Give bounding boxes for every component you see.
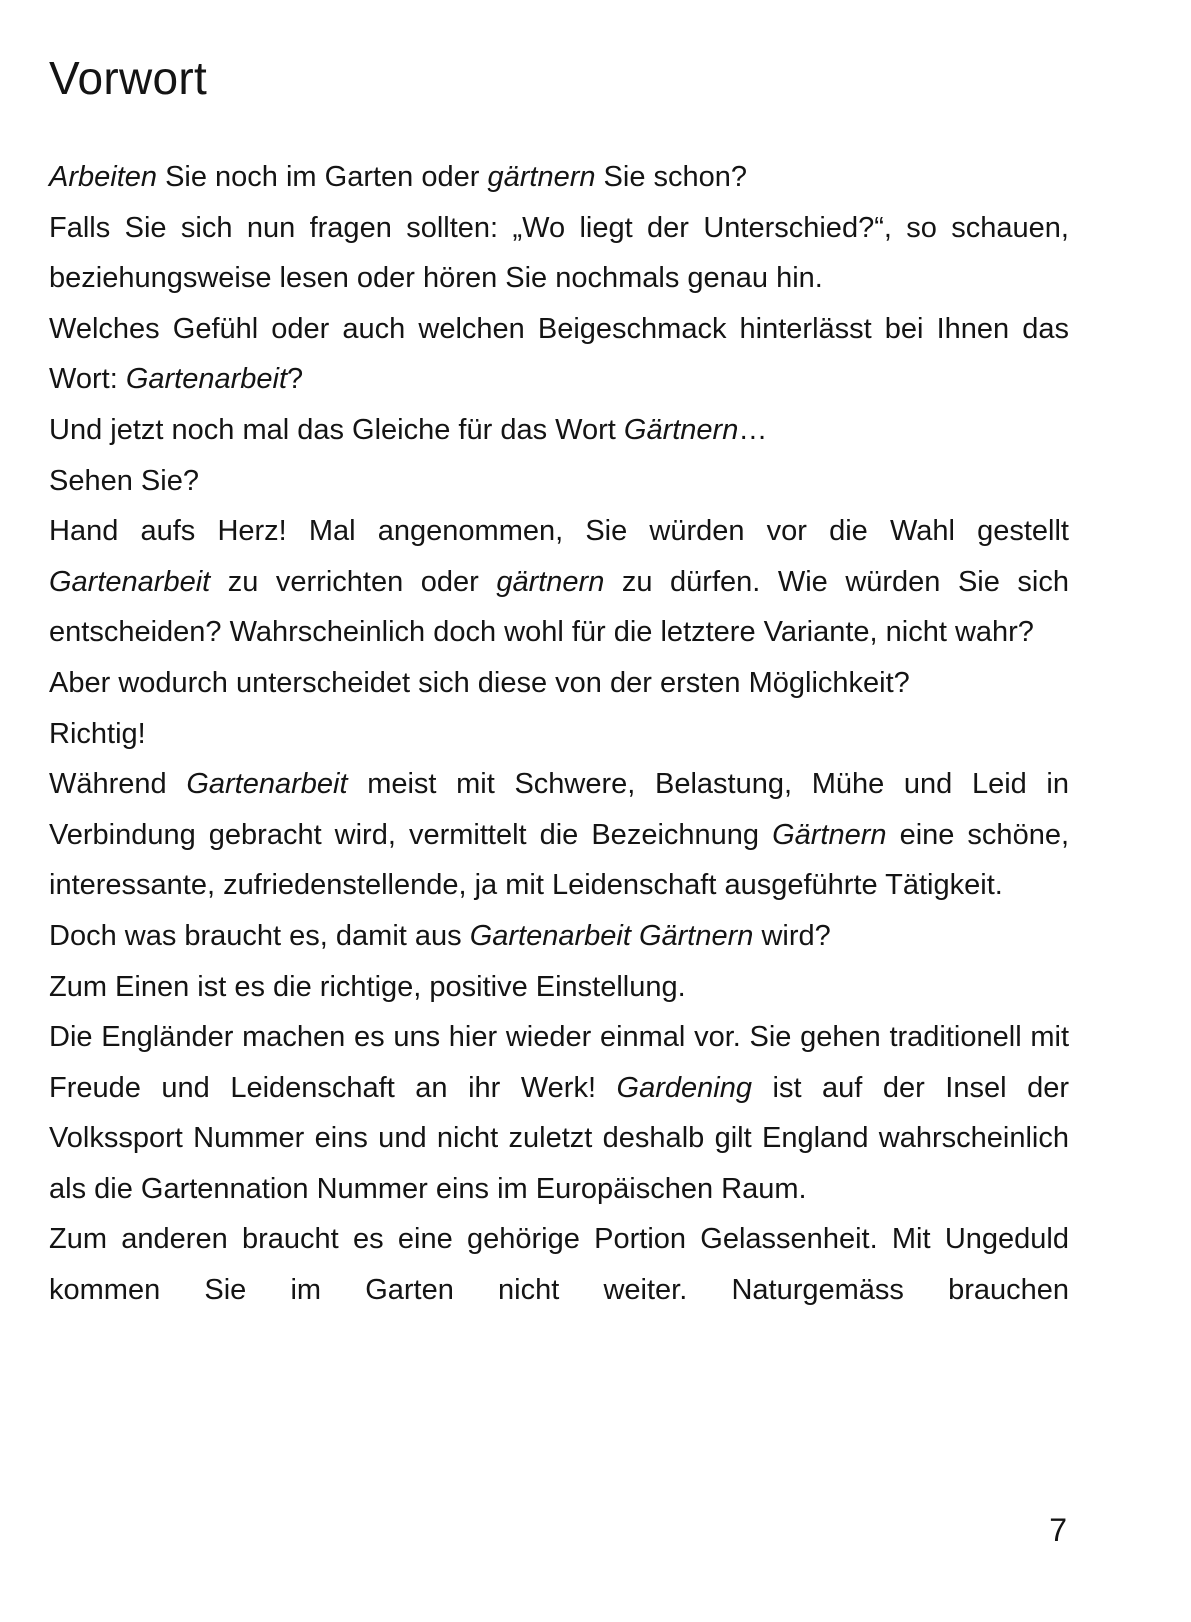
paragraph — [49, 709, 1069, 760]
paragraph — [49, 962, 1069, 1013]
italic-text: Gartenarbeit — [125, 363, 288, 396]
text-run: Doch was braucht es, damit aus — [49, 919, 470, 952]
italic-text: Gärtnern — [638, 919, 754, 952]
italic-text: Gartenarbeit — [186, 768, 348, 801]
text-run: Und jetzt noch mal das Gleiche für das Wort — [49, 413, 624, 446]
body-text — [49, 152, 1069, 1316]
text-run: Sie noch im Garten oder — [157, 161, 488, 193]
text-run: ist auf der Insel der Volkssport Nummer eins und nicht zuletzt deshalb gilt England wahrscheinlich als die Gartennation Nummer eins im Europäischen Raum. — [49, 1071, 1069, 1205]
italic-text: Gärtnern — [623, 413, 739, 446]
italic-text: gärtnern — [496, 565, 605, 598]
text-run: Während — [49, 768, 187, 801]
text-run: meist mit Schwere, Belastung, Mühe und Leid in Verbindung gebracht wird, vermittelt die Bezeichnung — [49, 768, 1070, 851]
text-run: Zum Einen ist es die richtige, positive Einstellung. — [49, 970, 686, 1003]
text-run: … — [738, 413, 768, 446]
paragraph — [49, 1214, 1069, 1315]
italic-text: Arbeiten — [49, 161, 158, 193]
text-run: Richtig! — [49, 717, 146, 750]
page-title: Vorwort — [49, 52, 208, 104]
paragraph — [49, 203, 1069, 304]
italic-text: Gartenarbeit — [49, 565, 211, 598]
paragraph — [49, 405, 1069, 456]
paragraph — [49, 456, 1069, 507]
paragraph — [49, 152, 1069, 203]
text-run: Sehen Sie? — [49, 464, 199, 497]
text-run — [631, 920, 639, 952]
text-run: Hand aufs Herz! Mal angenommen, Sie würden vor die Wahl gestellt — [49, 515, 1069, 548]
page-number: 7 — [1049, 1512, 1067, 1548]
text-run: Die Engländer machen es uns hier wieder einmal vor. Sie gehen traditionell mit Freude und Leidenschaft an ihr Werk! — [49, 1021, 1069, 1104]
paragraph — [49, 911, 1069, 962]
italic-text: Gärtnern — [772, 818, 887, 851]
italic-text: Gartenarbeit — [469, 919, 631, 952]
text-run: Aber wodurch unterscheidet sich diese von der ersten Möglichkeit? — [49, 666, 910, 699]
text-run: wird? — [753, 919, 831, 952]
italic-text: Gardening — [616, 1071, 752, 1104]
text-run: eine schöne, interessante, zufriedenstellende, ja mit Leidenschaft ausgeführte Tätigkeit. — [49, 818, 1070, 902]
paragraph — [49, 1012, 1069, 1214]
text-run: Sie schon? — [595, 161, 748, 193]
text-run: Zum anderen braucht es eine gehörige Portion Gelassenheit. Mit Ungeduld kommen Sie im Garten nicht weiter. Naturgemäss brauchen — [49, 1223, 1069, 1307]
paragraph — [49, 506, 1069, 658]
italic-text: gärtnern — [487, 161, 596, 193]
paragraph — [49, 304, 1069, 405]
text-run: zu verrichten oder — [210, 565, 497, 598]
text-run: zu dürfen. Wie würden Sie sich entscheiden? Wahrscheinlich doch wohl für die letztere Variante, nicht wahr? — [49, 565, 1069, 649]
paragraph — [49, 759, 1069, 911]
text-run: Falls Sie sich nun fragen sollten: „Wo liegt der Unterschied?“, so schauen, beziehungsweise lesen oder hören Sie nochmals genau hin. — [49, 211, 1069, 295]
text-run: Welches Gefühl oder auch welchen Beigeschmack hinterlässt bei Ihnen das Wort: — [49, 312, 1069, 396]
text-run: ? — [287, 363, 304, 396]
paragraph — [49, 658, 1069, 709]
